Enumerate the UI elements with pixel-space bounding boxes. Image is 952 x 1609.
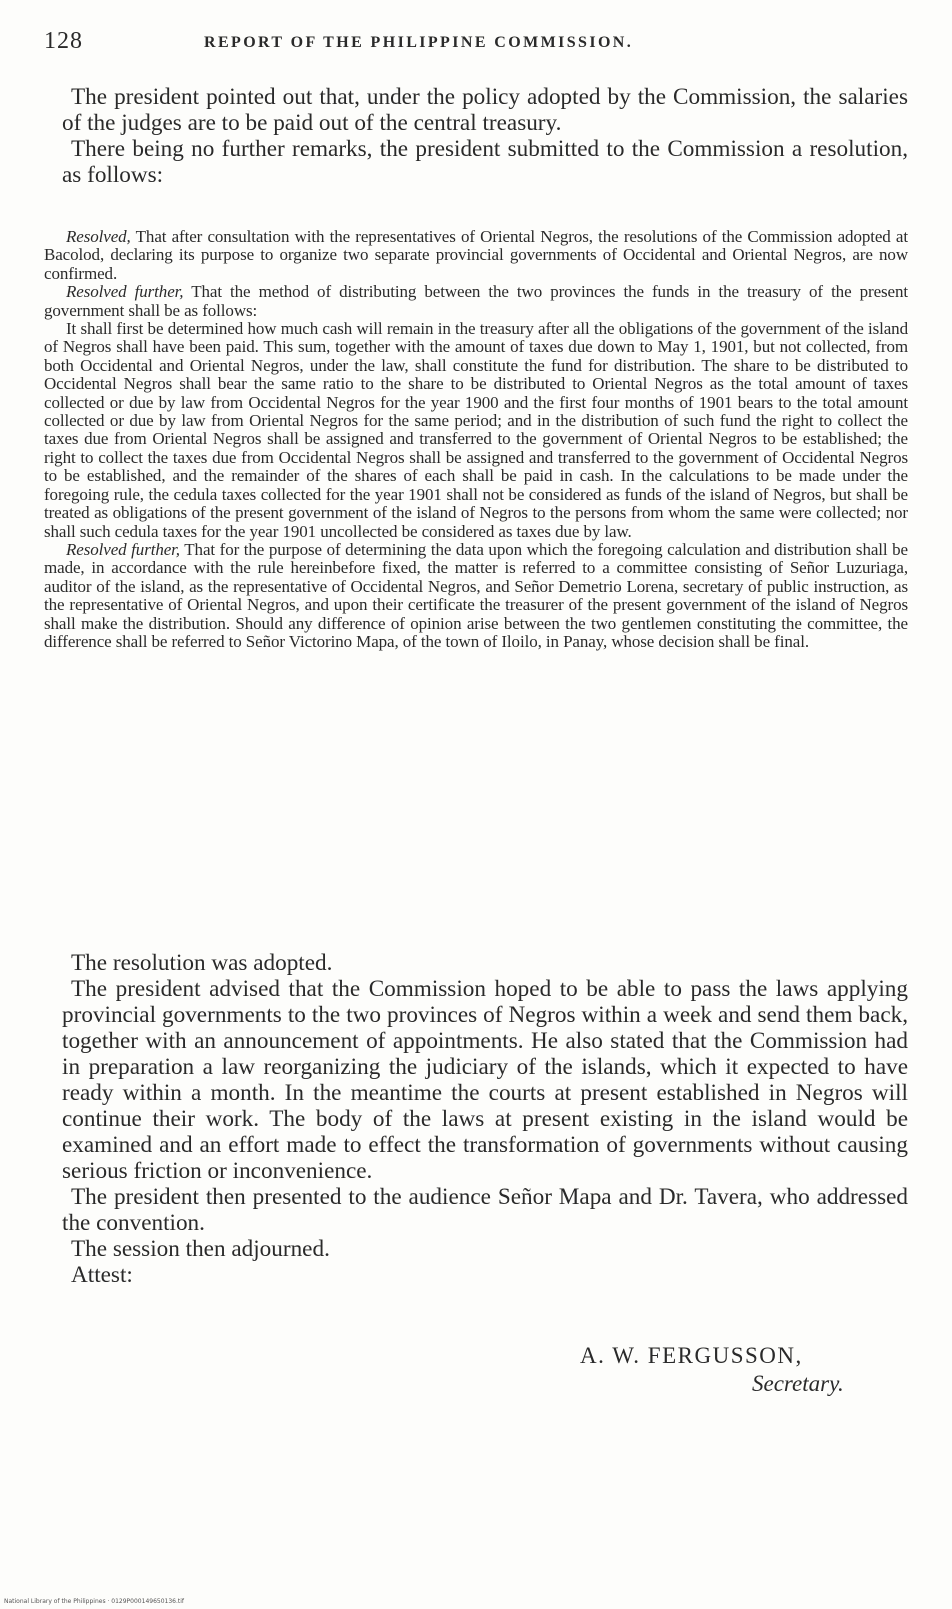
resolution-body: That after consultation with the representatives of Oriental Negros, the resolutions of the Commission adopted at Bacolod, declaring its purpose to organize two separate provincial governments of Occidental and Oriental Negros, are now confirmed. bbox=[44, 227, 908, 283]
resolution-paragraph bbox=[44, 228, 908, 283]
paragraph-salaries: The president pointed out that, under the policy adopted by the Commission, the salaries of the judges are to be paid out of the central treasury. bbox=[62, 84, 908, 136]
resolution-paragraph: It shall first be determined how much cash will remain in the treasury after all the obligations of the government of the island of Negros shall have been paid. This sum, together with the amount of taxes due down to May 1, 1901, but not collected, from both Occidental and Oriental Negros, under the law, shall constitute the fund for distribution. The share to be distributed to Occidental Negros shall bear the same ratio to the share to be distributed to Oriental Negros as the total amount of taxes collected or due by law from Occidental Negros for the year 1900 and the first four months of 1901 bears to the total amount collected or due by law from Oriental Negros for the same period; and in the distribution of such fund the right to collect the taxes due from Oriental Negros shall be assigned and transferred to the government of Oriental Negros to be established; the right to collect the taxes due from Occidental Negros shall be assigned and transferred to the government of Occidental Negros to be established, and the remainder of the shares of each shall be paid in cash. In the calculations to be made under the foregoing rule, the cedula taxes collected for the year 1901 shall not be considered as funds of the island of Negros, but shall be treated as obligations of the present government of the island of Negros to the persons from whom the same were collected; nor shall such cedula taxes for the year 1901 uncollected be considered as taxes due by law. bbox=[44, 319, 908, 541]
resolution-lead: Resolved, bbox=[66, 227, 131, 246]
resolution-lead: Resolved further, bbox=[66, 282, 184, 302]
paragraph-laws: The president advised that the Commission hoped to be able to pass the laws applying provincial governments to the two provinces of Negros within a week and send them back, together with an announcement of appointments. He also stated that the Commission had in preparation a law reorganizing the judiciary of the islands, which it expected to have ready within a month. In the meantime the courts at present established in Negros will continue their work. The body of the laws at present existing in the island would be examined and an effort made to effect the transformation of governments without causing serious friction or inconvenience. bbox=[62, 976, 908, 1184]
closing-section bbox=[62, 950, 908, 1288]
resolution-body: That for the purpose of determining the data upon which the foregoing calculation and distribution shall be made, in accordance with the rule hereinbefore fixed, the matter is referred to a committee consisting of Señor Luzuriaga, auditor of the island, as the representative of Occidental Negros, and Señor Demetrio Lorena, secretary of public instruction, as the representative of Oriental Negros, and upon their certificate the treasurer of the present government of the island of Negros shall make the distribution. Should any difference of opinion arise between the two gentlemen constituting the committee, the difference shall be referred to Señor Victorino Mapa, of the town of Iloilo, in Panay, whose decision shall be final. bbox=[44, 539, 909, 651]
paragraph-attest: Attest: bbox=[71, 1262, 133, 1288]
resolution-paragraph bbox=[44, 541, 908, 651]
resolution-lead: Resolved further, bbox=[66, 539, 180, 559]
page-number: 128 bbox=[44, 28, 83, 54]
paragraph-adjourned: The session then adjourned. bbox=[71, 1236, 330, 1262]
paragraph-adopted: The resolution was adopted. bbox=[71, 950, 333, 976]
page-header bbox=[44, 28, 908, 58]
resolution-body: That the method of distributing between the two provinces the funds in the treasury of the present government shall be as follows: bbox=[44, 282, 908, 320]
signatory-name: A. W. FERGUSSON, bbox=[580, 1343, 803, 1368]
paragraph-presented: The president then presented to the audience Señor Mapa and Dr. Tavera, who addressed the convention. bbox=[62, 1184, 908, 1236]
intro-section bbox=[62, 84, 908, 188]
running-head: REPORT OF THE PHILIPPINE COMMISSION. bbox=[204, 34, 634, 51]
paragraph-resolution-submitted: There being no further remarks, the president submitted to the Commission a resolution, as follows: bbox=[62, 136, 908, 188]
signatory-title: Secretary. bbox=[752, 1371, 844, 1396]
resolution-text bbox=[44, 228, 908, 651]
resolution-paragraph bbox=[44, 283, 908, 320]
signature-block bbox=[580, 1343, 900, 1397]
scan-footer-note: National Library of the Philippines · 0129P000149650136.tif bbox=[4, 1598, 185, 1605]
